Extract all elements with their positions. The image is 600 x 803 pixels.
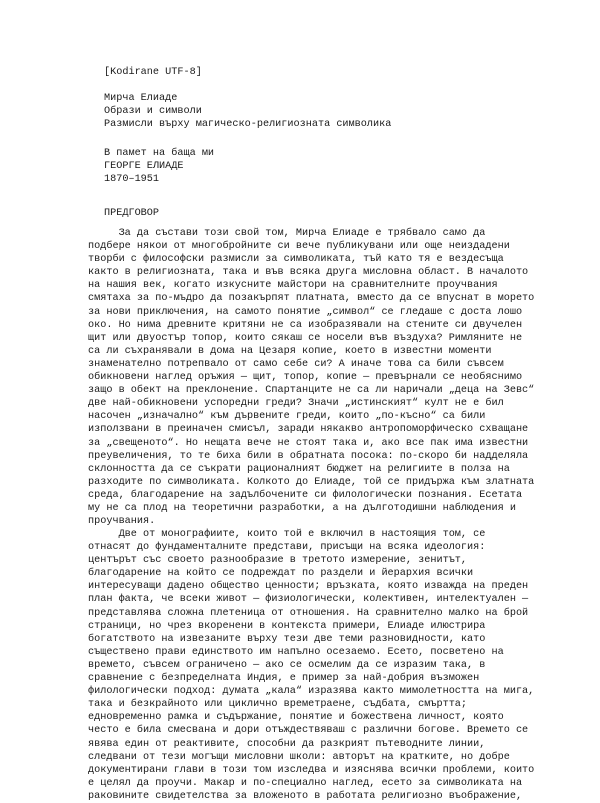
text-line: често е била смесвана и дори отъждествяваш с различни богове. Времето се bbox=[88, 725, 529, 737]
text-line: За да състави този свой том, Мирча Елиаде е трябвало само да bbox=[88, 228, 486, 239]
text-line: за нови приключения, на самото понятие „символ“ се гледаше с доста лошо bbox=[88, 306, 523, 318]
text-line: Две от монографиите, които той е включил в настоящия том, се bbox=[88, 529, 486, 540]
text-line: му не са плод на теоретични разработки, а на дълготодишни наблюдения и bbox=[88, 502, 516, 514]
text-line: смятаха за по-мъдро да позакърпят платната, вместо да се впуснат в морето bbox=[88, 293, 535, 305]
text-line: филологически подход: думата „кала“ изразява както мимолетността на мига, bbox=[88, 686, 535, 698]
text-line: представлява сложна плетеница от отношения. На сравнително малко на брой bbox=[88, 607, 529, 619]
text-line: две най-обикновени успоредни греди? Значи „истинският“ култ не е бил bbox=[88, 398, 504, 410]
text-line: сравнение с безпределната Индия, е пример за най-добрия възможен bbox=[88, 673, 480, 685]
dedication-name: ГЕОРГЕ ЕЛИАДЕ bbox=[104, 161, 184, 172]
text-line: план факта, че всеки живот — физиологически, колективен, интелектуален — bbox=[88, 594, 529, 606]
book-title: Образи и символи bbox=[104, 106, 202, 117]
text-line: отнасят до фундаменталните представи, присъщи на всяка идеология: bbox=[88, 542, 486, 554]
encoding-tag: [Kodirane UTF-8] bbox=[104, 67, 202, 78]
text-line: така и безкрайното или циклично времетраене, съдбата, смъртта; bbox=[88, 699, 468, 711]
text-line: следвани от тези могъщи мисловни школи: авторът на кратките, но добре bbox=[88, 751, 510, 763]
text-line: са ли съхранявали в дома на Цезаря копие, което в известни моменти bbox=[88, 345, 492, 357]
text-line: склонността да се съкрати рационалният бюджет на религиите в полза на bbox=[88, 463, 510, 475]
text-line: богатството на извезаните върху тези две теми разновидности, като bbox=[88, 633, 486, 645]
text-line: едновременно рамка и съдържание, понятие и божествена личност, която bbox=[88, 712, 504, 724]
text-line: съществено прави единството им напълно осезаемо. Есето, посветено на bbox=[88, 646, 504, 658]
dedication-line: В памет на баща ми bbox=[104, 148, 215, 159]
text-line: насочен „изначално“ към дървените греди, които „по-късно“ са били bbox=[88, 411, 486, 423]
text-line: преувеличения, то те биха били в обратната посока: по-скоро би надделяла bbox=[88, 450, 529, 462]
text-line: разходите по символиката. Колкото до Елиаде, той се придържа към златната bbox=[88, 476, 535, 488]
text-line: подбере някои от многобройните си вече публикувани или още неиздадени bbox=[88, 241, 510, 253]
text-line: око. Но нима древните критяни не са изобразявали на стените си двучелен bbox=[88, 319, 523, 331]
text-line: явява един от реактивите, способни да разкрият пътеводните линии, bbox=[88, 738, 486, 750]
section-title: ПРЕДГОВОР bbox=[104, 208, 160, 219]
text-line: творби с философски размисли за символиката, тъй като тя е вездесъща bbox=[88, 254, 504, 266]
text-line: центърът със своето разнообразие в третото измерение, зенитът, bbox=[88, 555, 468, 567]
text-line: използвани в преиначен смисъл, заради някакво антропоморфическо схващане bbox=[88, 424, 529, 436]
author-name: Мирча Елиаде bbox=[104, 93, 178, 104]
text-line: на нашия век, когато изкусните майстори на сравнителните проучвания bbox=[88, 280, 498, 292]
text-line: благодарение на който се подреждат по раздели и йерархия всички bbox=[88, 568, 474, 580]
text-line: както в религиозната, така и във всяка друга мисловна област. В началото bbox=[88, 267, 529, 279]
text-line: среда, благодарение на задълбочените си филологически познания. Есетата bbox=[88, 489, 523, 501]
text-line: за „свещеното“. Но нещата вече не стоят така и, ако все пак има известни bbox=[88, 437, 529, 449]
text-line: е целял да проучи. Макар и по-специално наглед, есето за символиката на bbox=[88, 777, 523, 789]
text-line: интересуващи дадено общество ценности; връзката, която изважда на преден bbox=[88, 581, 529, 593]
text-line: щит или двуостър топор, които сякаш се носели във въздуха? Римляните не bbox=[88, 332, 523, 344]
book-subtitle: Размисли върху магическо-религиозната символика bbox=[104, 119, 392, 130]
text-line: раковините свидетелства за вложеното в работата религиозно въображение, bbox=[88, 790, 523, 802]
text-line: обикновени наглед оръжия — щит, топор, копие — превърнали се необяснимо bbox=[88, 372, 523, 384]
text-line: защо в обект на преклонение. Спартанците не са ли наричали „деца на Зевс“ bbox=[88, 385, 535, 397]
text-line: проучвания. bbox=[88, 516, 156, 528]
paragraph-preface-1 bbox=[88, 227, 588, 528]
text-line: документирани глави в този том изследва и изяснява всички проблеми, които bbox=[88, 764, 535, 776]
text-line: знаменателно потрепвало от само себе си? А иначе това са били съвсем bbox=[88, 358, 504, 370]
text-line: времето, съвсем ограничено — ако се осмелим да се изразим така, в bbox=[88, 659, 486, 671]
paragraph-preface-2 bbox=[88, 528, 588, 803]
dedication-years: 1870–1951 bbox=[104, 174, 160, 185]
text-line: страници, но чрез вкоренени в контекста примери, Елиаде илюстрира bbox=[88, 620, 486, 632]
